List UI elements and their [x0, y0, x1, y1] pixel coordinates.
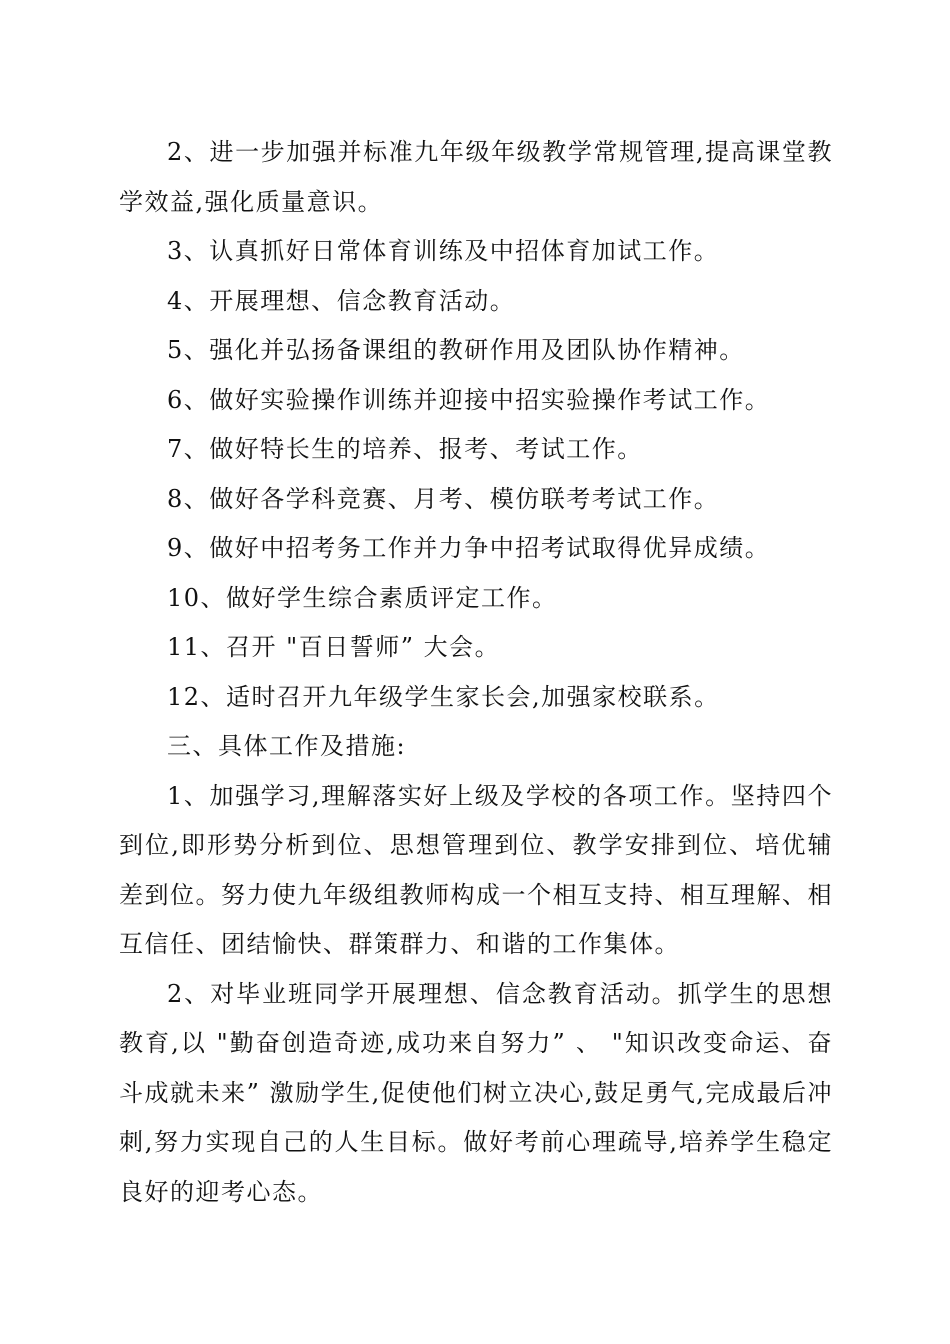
paragraph-item-10: 10、做好学生综合素质评定工作。	[167, 583, 558, 612]
paragraph-item-6: 6、做好实验操作训练并迎接中招实验操作考试工作。	[167, 385, 771, 414]
measure-paragraph-2: 2、对毕业班同学开展理想、信念教育活动。抓学生的思想教育,以 "勤奋创造奇迹,成功来自努力” 、 "知识改变命运、奋斗成就未来” 激励学生,促使他们树立决心,鼓足勇气,完成最后冲刺,努力实现自己的人生目标。做好考前心理疏导,培养学生稳定良好的迎考心态。	[119, 979, 833, 1206]
paragraph-item-5: 5、强化并弘扬备课组的教研作用及团队协作精神。	[167, 336, 745, 364]
paragraph-item-4: 4、开展理想、信念教育活动。	[167, 286, 516, 315]
paragraph-item-7: 7、做好特长生的培养、报考、考试工作。	[167, 435, 643, 463]
paragraph-item-9: 9、做好中招考务工作并力争中招考试取得优异成绩。	[167, 534, 771, 562]
measure-paragraph-1: 1、加强学习,理解落实好上级及学校的各项工作。坚持四个到位,即形势分析到位、思想管理到位、教学安排到位、培优辅差到位。努力使九年级组教师构成一个相互支持、相互理解、相互信任、团结愉快、群策群力、和谐的工作集体。	[119, 781, 833, 958]
paragraph-item-12: 12、适时召开九年级学生家长会,加强家校联系。	[167, 682, 720, 711]
paragraph-item-3: 3、认真抓好日常体育训练及中招体育加试工作。	[167, 237, 720, 265]
paragraph-item-11: 11、召开 "百日誓师” 大会。	[167, 633, 501, 661]
document-body	[119, 128, 833, 1217]
paragraph-item-8: 8、做好各学科竞赛、月考、模仿联考考试工作。	[167, 484, 720, 513]
paragraph-item-2: 2、进一步加强并标准九年级年级教学常规管理,提高课堂教学效益,强化质量意识。	[119, 138, 833, 216]
section-heading: 三、具体工作及措施:	[167, 732, 407, 760]
